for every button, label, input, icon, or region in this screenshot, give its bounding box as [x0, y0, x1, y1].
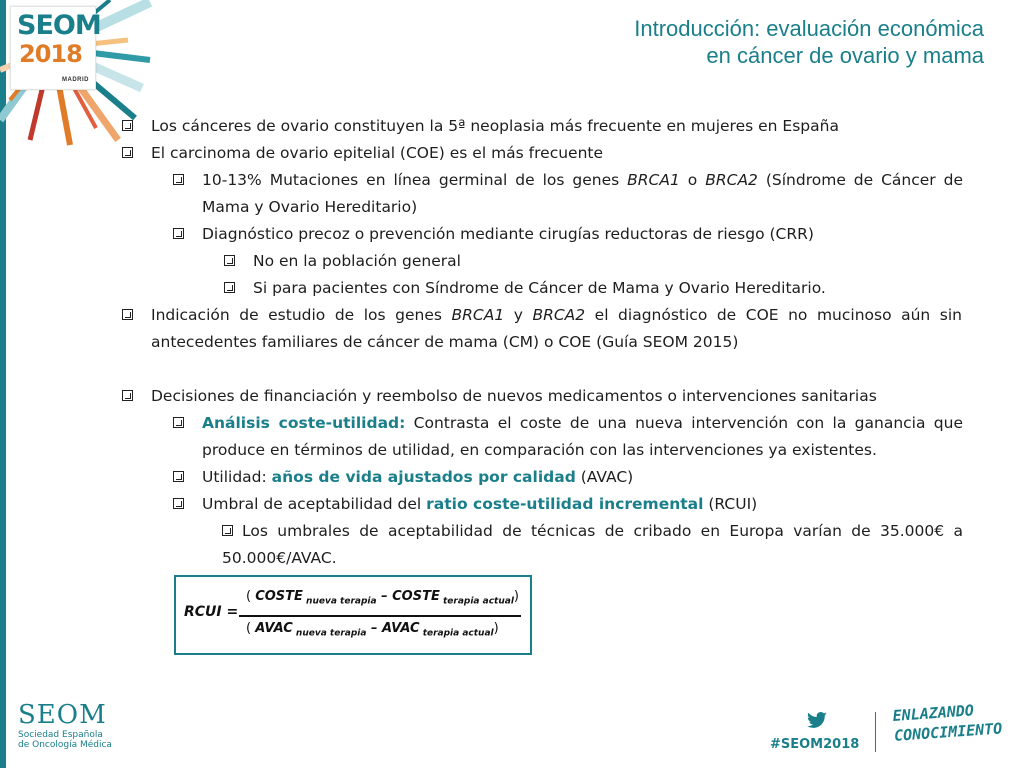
title-line-2: en cáncer de ovario y mama: [706, 43, 984, 68]
bullet-text: El carcinoma de ovario epitelial (COE) es el más frecuente: [151, 144, 604, 162]
bullet-text: [202, 464, 633, 491]
bullet-text: Si para pacientes con Síndrome de Cáncer de Mama y Ovario Hereditario.: [253, 279, 826, 297]
hashtag-link[interactable]: #SEOM2018: [770, 737, 860, 752]
footer-logo: [18, 700, 112, 750]
bullet-text-part: y: [504, 306, 533, 324]
slogan: [892, 698, 1003, 745]
bullet-text: [151, 302, 962, 356]
checkbox-bullet-icon: [122, 309, 133, 320]
formula-subscript: terapia actual: [419, 628, 494, 639]
bullet-text-part: o: [679, 171, 706, 189]
checkbox-bullet-icon: [122, 120, 133, 131]
formula-term: AVAC: [255, 621, 293, 636]
highlight-term: Análisis coste-utilidad:: [202, 414, 406, 432]
list-item: [122, 302, 962, 356]
bullet-text: Los umbrales de aceptabilidad de técnicas de cribado en Europa varían de 35.000€ a 50.000€/AVAC.: [222, 522, 963, 567]
formula-label: RCUI =: [184, 604, 239, 620]
bullet-text: [202, 491, 757, 518]
formula-term: AVAC: [382, 621, 420, 636]
checkbox-bullet-icon: [173, 228, 184, 239]
formula-subscript: nueva terapia: [302, 596, 377, 607]
bullet-text-part: Utilidad:: [202, 468, 272, 486]
footer-divider: [875, 712, 876, 752]
bullet-text: Diagnóstico precoz o prevención mediante cirugías reductoras de riesgo (CRR): [202, 225, 814, 243]
checkbox-bullet-icon: [222, 525, 233, 536]
checkbox-bullet-icon: [224, 282, 235, 293]
bullet-text-part: (RCUI): [703, 495, 758, 513]
formula-operator: –: [376, 589, 393, 604]
bullet-text-part: 10-13% Mutaciones en línea germinal de los genes: [202, 171, 628, 189]
logo-city: MADRID: [62, 77, 89, 83]
bullet-text: [202, 167, 963, 221]
logo-text: SEOM: [17, 10, 101, 41]
bullet-text-part: (Síndrome de Cáncer de Mama y Ovario Hereditario): [202, 171, 963, 216]
formula-subscript: nueva terapia: [292, 628, 367, 639]
checkbox-bullet-icon: [122, 147, 133, 158]
checkbox-bullet-icon: [173, 417, 184, 428]
list-item: [173, 410, 963, 464]
formula-denominator: [246, 621, 499, 639]
gene-name: BRCA1: [451, 306, 505, 324]
checkbox-bullet-icon: [122, 390, 133, 401]
bullet-text-part: (AVAC): [575, 468, 634, 486]
gene-name: BRCA1: [627, 171, 680, 189]
formula-numerator: [246, 589, 519, 607]
logo-year: 2018: [19, 40, 82, 68]
formula-term: COSTE: [255, 589, 303, 604]
paren: (: [246, 589, 256, 604]
bullet-text: No en la población general: [253, 252, 461, 270]
formula-subscript: terapia actual: [439, 596, 514, 607]
bullet-text-part: Indicación de estudio de los genes: [151, 306, 452, 324]
checkbox-bullet-icon: [173, 174, 184, 185]
paren: (: [246, 621, 256, 636]
checkbox-bullet-icon: [173, 498, 184, 509]
fraction-line: [239, 615, 521, 617]
formula-operator: –: [366, 621, 382, 636]
slogan-line-1: ENLAZANDO: [892, 701, 975, 725]
paren: ): [493, 621, 499, 636]
gene-name: BRCA2: [532, 306, 586, 324]
title-line-1: Introducción: evaluación económica: [634, 16, 984, 41]
formula-term: COSTE: [392, 589, 440, 604]
list-item: [222, 518, 963, 572]
rcui-formula-box: [174, 575, 532, 655]
bullet-text: [202, 410, 963, 464]
checkbox-bullet-icon: [173, 471, 184, 482]
checkbox-bullet-icon: [224, 255, 235, 266]
bullet-text-part: Umbral de aceptabilidad del: [202, 495, 427, 513]
highlight-term: años de vida ajustados por calidad: [271, 468, 576, 486]
footer-org-sub-1: Sociedad Española: [18, 730, 103, 740]
paren: ): [513, 589, 519, 604]
highlight-term: ratio coste-utilidad incremental: [426, 495, 704, 513]
list-item: [173, 167, 963, 221]
bullet-text: Decisiones de financiación y reembolso de nuevos medicamentos o intervenciones sanitarias: [151, 387, 877, 405]
slogan-line-2: CONOCIMIENTO: [893, 719, 1003, 745]
footer-org-sub-2: de Oncología Médica: [18, 740, 112, 750]
bullet-text-part: el diagnóstico de COE no mucinoso aún sin antecedentes familiares de cáncer de mama (CM) o COE (Guía SEOM 2015): [151, 306, 962, 351]
gene-name: BRCA2: [705, 171, 758, 189]
bullet-text-part: Contrasta el coste de una nueva intervención con la ganancia que produce en términos de utilidad, en comparación con las intervenciones ya existentes.: [202, 414, 963, 459]
twitter-icon[interactable]: [806, 712, 828, 730]
footer-org-name: SEOM: [18, 700, 107, 730]
bullet-text: Los cánceres de ovario constituyen la 5ª neoplasia más frecuente en mujeres en España: [151, 117, 839, 135]
